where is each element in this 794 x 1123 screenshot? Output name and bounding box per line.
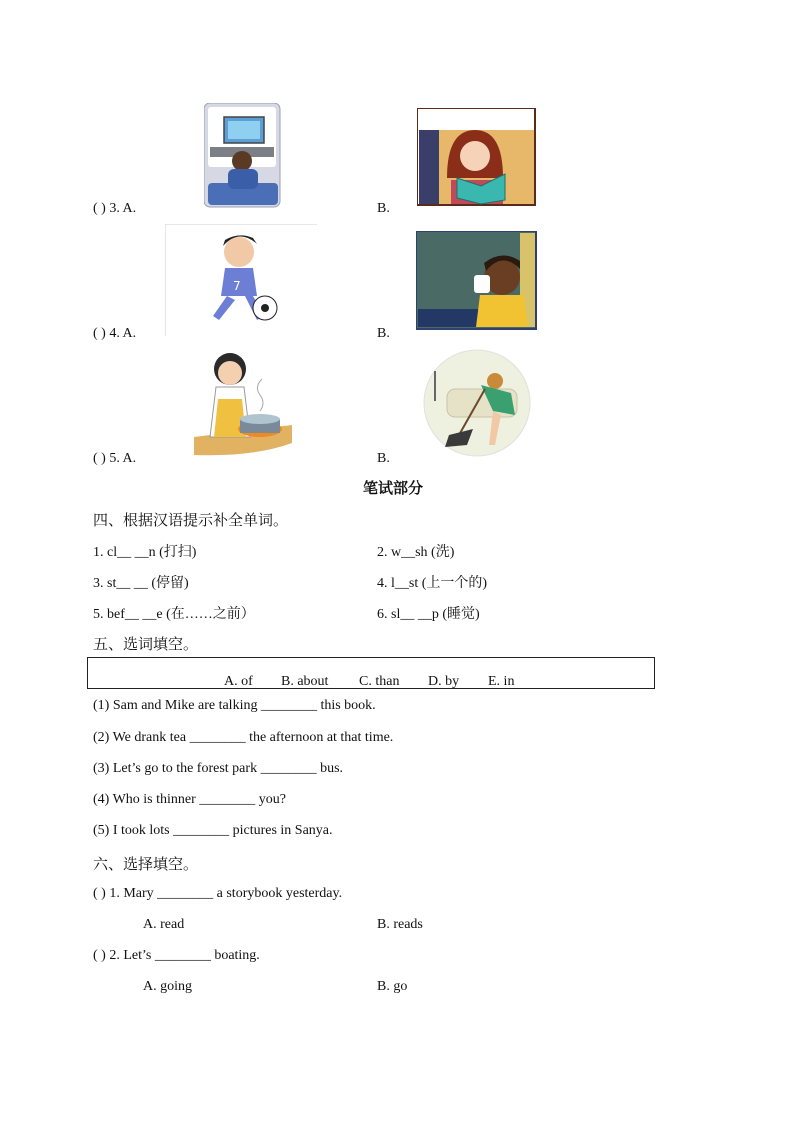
question-5-b-label: B. [377, 451, 390, 466]
section-4-item-3: 3. st__ __ (停留) [93, 576, 189, 591]
boy-playing-football-image [165, 224, 317, 336]
section-5-item-1: (1) Sam and Mike are talking ________ this book. [93, 698, 376, 713]
section-5-item-2: (2) We drank tea ________ the afternoon at that time. [93, 730, 394, 745]
section-4-item-5: 5. bef__ __e (在……之前） [93, 607, 255, 622]
girl-cooking-image [194, 347, 292, 462]
word-bank-option-b: B. about [281, 674, 329, 689]
girl-reading-book-image [417, 108, 536, 206]
section-6-question-2: ( ) 2. Let’s ________ boating. [93, 948, 260, 963]
section-6-heading: 六、选择填空。 [93, 857, 199, 873]
section-5-heading: 五、选词填空。 [93, 637, 199, 653]
girl-cleaning-floor-image [423, 349, 532, 458]
boy-crying-image [416, 231, 537, 330]
section-4-item-1: 1. cl__ __n (打扫) [93, 545, 197, 560]
section-4-item-4: 4. l__st (上一个的) [377, 576, 488, 591]
section-5-item-3: (3) Let’s go to the forest park ________ bus. [93, 761, 344, 776]
section-4-item-6: 6. sl__ __p (睡觉) [377, 607, 480, 622]
svg-text:7: 7 [233, 279, 241, 293]
section-6-question-2-option-a: A. going [143, 979, 192, 994]
question-3-label: ( ) 3. A. [93, 201, 137, 216]
question-4-b-label: B. [377, 326, 390, 341]
section-4-heading: 四、根据汉语提示补全单词。 [93, 513, 289, 529]
section-4-item-2: 2. w__sh (洗) [377, 545, 455, 560]
section-6-question-1: ( ) 1. Mary ________ a storybook yesterday. [93, 886, 343, 901]
question-5-label: ( ) 5. A. [93, 451, 137, 466]
section-6-question-1-option-a: A. read [143, 917, 185, 932]
section-5-item-5: (5) I took lots ________ pictures in Sanya. [93, 823, 333, 838]
word-bank-option-e: E. in [488, 674, 515, 689]
word-bank-option-c: C. than [359, 674, 400, 689]
word-bank-option-a: A. of [224, 674, 253, 689]
word-bank-option-d: D. by [428, 674, 460, 689]
question-4-label: ( ) 4. A. [93, 326, 137, 341]
written-part-title: 笔试部分 [363, 481, 424, 497]
section-6-question-1-option-b: B. reads [377, 917, 423, 932]
question-3-b-label: B. [377, 201, 390, 216]
section-5-item-4: (4) Who is thinner ________ you? [93, 792, 286, 807]
boy-using-computer-image [204, 103, 282, 209]
section-6-question-2-option-b: B. go [377, 979, 408, 994]
